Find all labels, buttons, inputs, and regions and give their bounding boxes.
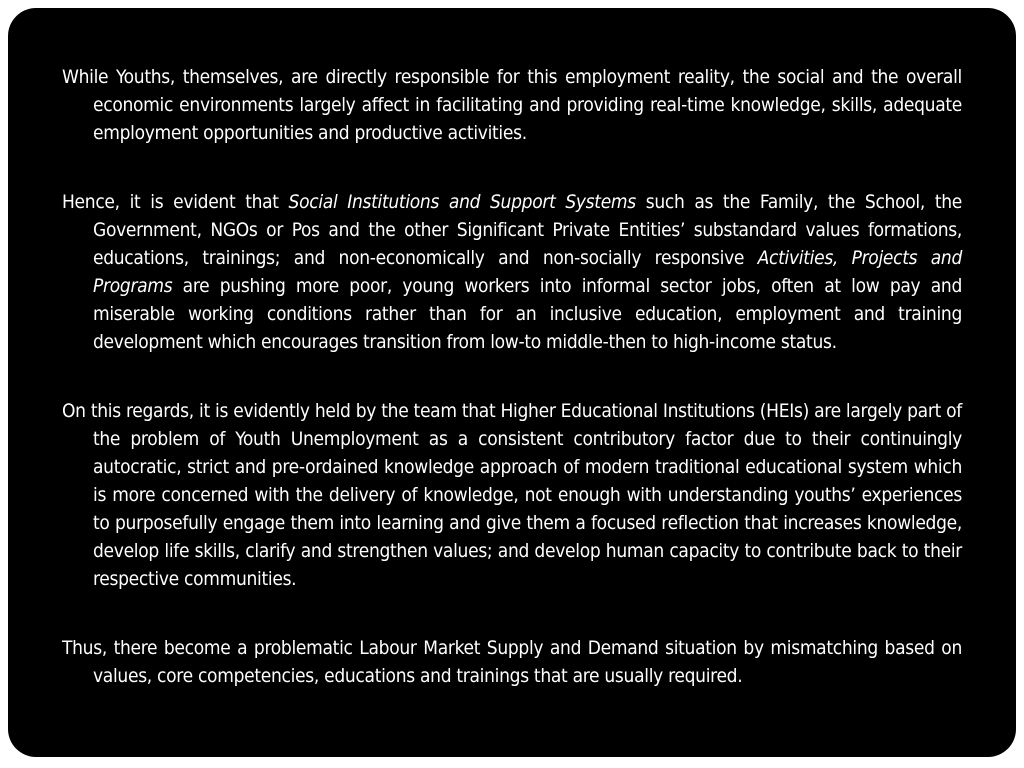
text-run: Thus, there become a problematic Labour Market Supply and Demand situation by mismatching based on values, core competencies, educations and trainings that are usually required. bbox=[62, 637, 962, 687]
text-run: Hence, it is evident that bbox=[62, 191, 289, 213]
emphasis-social-institutions: Social Institutions and Support Systems bbox=[288, 191, 636, 213]
paragraph-labour-market bbox=[62, 634, 962, 690]
paragraph-heis bbox=[62, 397, 962, 593]
text-run: are pushing more poor, young workers into informal sector jobs, often at low pay and miserable working conditions rather than for an inclusive education, employment and training development which encourages transition from low-to middle-then to high-income status. bbox=[93, 275, 962, 353]
paragraph-youth-responsibility bbox=[62, 63, 962, 147]
text-run: such as the Family, the School, the Government, NGOs or Pos and the other Significant Private Entities’ substandard values formations, educations, trainings; and non-economically and non-socially responsive bbox=[93, 191, 962, 269]
text-run: While Youths, themselves, are directly responsible for this employment reality, the social and the overall economic environments largely affect in facilitating and providing real-time knowledge, skills, adequate employment opportunities and productive activities. bbox=[62, 66, 962, 144]
slide-background bbox=[8, 8, 1016, 757]
slide-body bbox=[62, 63, 962, 690]
paragraph-social-institutions bbox=[62, 188, 962, 356]
emphasis-activities-projects: Activities, Projects and Programs bbox=[93, 247, 962, 297]
text-run: On this regards, it is evidently held by the team that Higher Educational Institutions (HEIs) are largely part of the problem of Youth Unemployment as a consistent contributory factor due to their continuingly autocratic, strict and pre-ordained knowledge approach of modern traditional educational system which is more concerned with the delivery of knowledge, not enough with understanding youths’ experiences to purposefully engage them into learning and give them a focused reflection that increases knowledge, develop life skills, clarify and strengthen values; and develop human capacity to contribute back to their respective communities. bbox=[62, 400, 962, 590]
